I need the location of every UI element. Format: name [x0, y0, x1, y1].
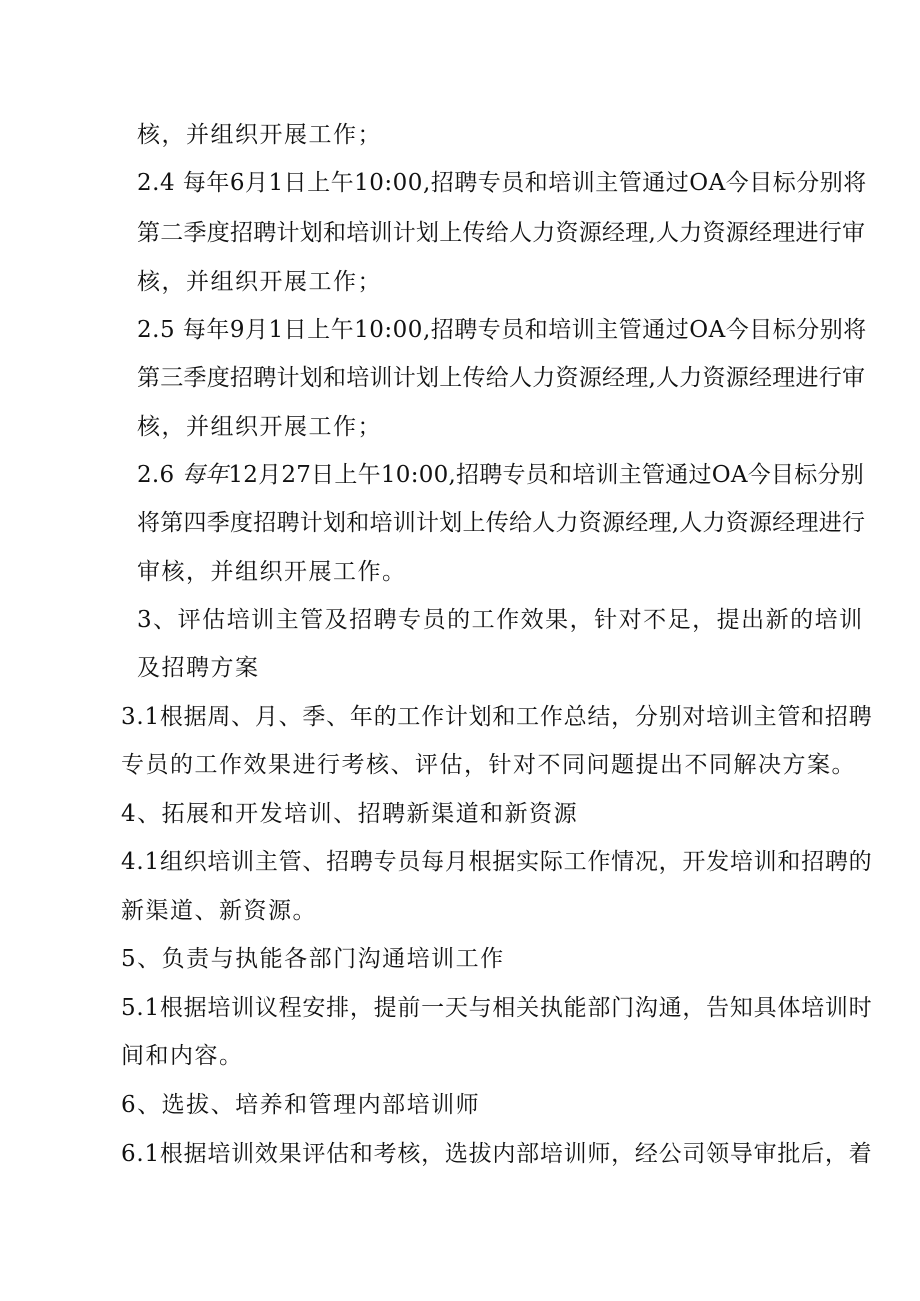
- paragraph-2-5-line-2: 第三季度招聘计划和培训计划上传给人力资源经理,人力资源经理进行审: [137, 365, 866, 391]
- paragraph-2-6-line-3: 审核，并组织开展工作。: [137, 559, 407, 585]
- paragraph-5-1-line-2: 间和内容。: [121, 1043, 244, 1069]
- paragraph-2-4-line-1: 2.4 每年6月1日上午10:00,招聘专员和培训主管通过OA今目标分别将: [137, 170, 867, 196]
- section-3-heading-line-1: 3、评估培训主管及招聘专员的工作效果，针对不足，提出新的培训: [137, 607, 864, 633]
- paragraph-2-3-tail: 核，并组织开展工作；: [137, 122, 382, 148]
- paragraph-2-5-line-1: 2.5 每年9月1日上午10:00,招聘专员和培训主管通过OA今目标分别将: [137, 317, 867, 343]
- section-5-heading: 5、负责与执能各部门沟通培训工作: [121, 946, 505, 972]
- section-4-heading: 4、拓展和开发培训、招聘新渠道和新资源: [121, 801, 579, 827]
- paragraph-5-1-line-1: 5.1根据培训议程安排，提前一天与相关执能部门沟通，告知具体培训时: [121, 995, 873, 1021]
- paragraph-2-4-line-3: 核，并组织开展工作；: [137, 269, 382, 295]
- paragraph-3-1-line-2: 专员的工作效果进行考核、评估，针对不同问题提出不同解决方案。: [121, 752, 856, 778]
- paragraph-2-6-line-2: 将第四季度招聘计划和培训计划上传给人力资源经理,人力资源经理进行: [137, 510, 866, 536]
- paragraph-2-6-line-1: [137, 460, 864, 490]
- section-6-heading: 6、选拔、培养和管理内部培训师: [121, 1092, 481, 1118]
- paragraph-4-1-line-2: 新渠道、新资源。: [121, 898, 317, 924]
- paragraph-2-6-number: 2.6: [137, 462, 182, 488]
- paragraph-6-1-line-1: 6.1根据培训效果评估和考核，选拔内部培训师，经公司领导审批后，着: [121, 1141, 873, 1167]
- paragraph-2-5-line-3: 核，并组织开展工作；: [137, 414, 382, 440]
- paragraph-2-6-italic-text: 每年: [181, 462, 229, 488]
- paragraph-2-4-line-2: 第二季度招聘计划和培训计划上传给人力资源经理,人力资源经理进行审: [137, 220, 866, 246]
- paragraph-3-1-line-1: 3.1根据周、月、季、年的工作计划和工作总结，分别对培训主管和招聘: [121, 704, 873, 730]
- section-3-heading-line-2: 及招聘方案: [137, 655, 260, 681]
- paragraph-4-1-line-1: 4.1组织培训主管、招聘专员每月根据实际工作情况，开发培训和招聘的: [121, 849, 873, 875]
- paragraph-2-6-line-1-rest: 12月27日上午10:00,招聘专员和培训主管通过OA今目标分别: [228, 462, 864, 488]
